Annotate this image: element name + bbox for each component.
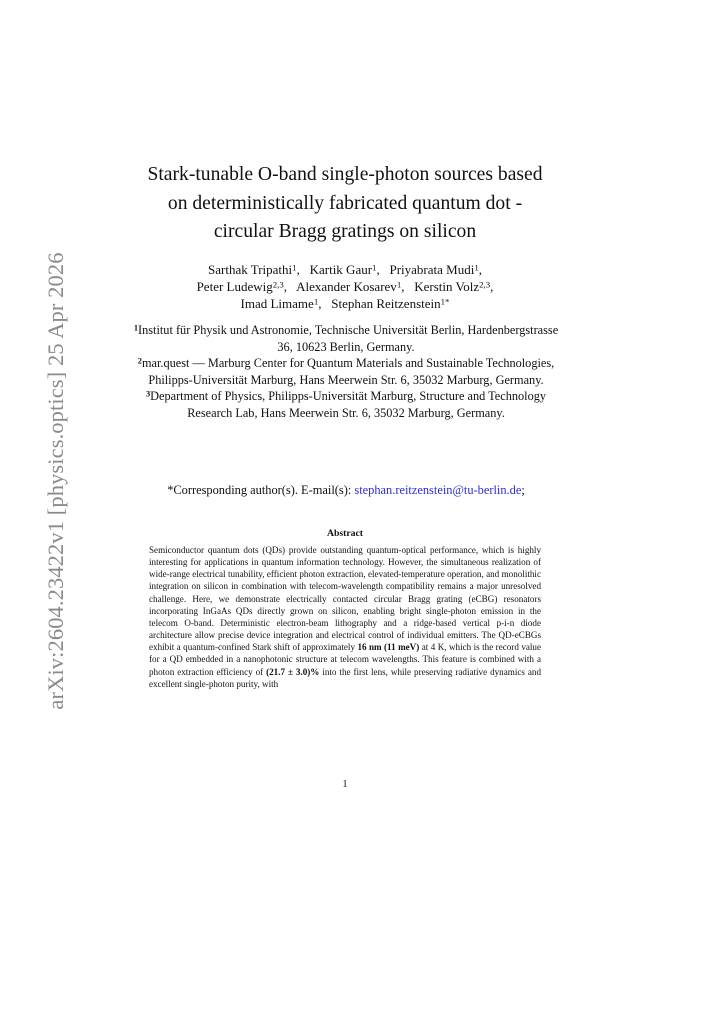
affiliation-text: Department of Physics, Philipps-Universität Marburg, Structure and Technology Research Lab, Hans Meerwein Str. 6, 35032 Marburg, Germany.: [150, 389, 547, 420]
abstract-heading: Abstract: [326, 528, 364, 539]
author-name: Kartik Gaur: [309, 262, 373, 277]
author-name: Priyabrata Mudi: [389, 262, 475, 277]
abstract-text: Semiconductor quantum dots (QDs) provide outstanding quantum-optical performance, which is highly interesting for applications in quantum information technology. However, the simultaneous realization of wide-range electrical tunability, efficient photon extraction, elevated-temperature operation, and monolithic integration on silicon in combination with telecom-wavelength compatibility remains a major unresolved challenge. Here, we demonstrate electrically contacted circular Bragg grating (eCBG) resonators incorporating InGaAs QDs directly grown on silicon, enabling bright single-photon emission in the telecom O-band. Deterministic electron-beam lithography and a ridge-based vertical p-i-n diode architecture allow precise device integration and electrical control of individual emitters. The QD-eCBGs exhibit a quantum-confined Stark shift of approximately: [149, 545, 541, 653]
arxiv-identifier-stamp: arXiv:2604.23422v1 [physics.optics] 25 Apr 2026: [43, 252, 68, 710]
abstract-text: into the first lens, while preserving radiative dynamics and excellent single-photon purity, with: [149, 666, 541, 689]
affiliation-list: [128, 322, 564, 422]
author-list: [140, 261, 550, 312]
corresponding-author: [128, 482, 564, 498]
author-affil-mark: 2,3: [272, 279, 284, 290]
paper-title: [120, 161, 570, 247]
affiliation-item: [128, 322, 564, 355]
affiliation-number: 1: [133, 323, 139, 333]
author-affil-mark: 1*: [440, 296, 450, 307]
title-line: Stark-tunable O-band single-photon sources based: [147, 164, 543, 185]
abstract-emphasis: 16 nm (11 meV): [357, 642, 420, 653]
affiliation-item: [128, 388, 564, 421]
affiliation-text: Institut für Physik und Astronomie, Technische Universität Berlin, Hardenbergstrasse 36, 10623 Berlin, Germany.: [138, 323, 559, 354]
corresponding-label: *Corresponding author(s). E-mail(s):: [167, 483, 352, 497]
email-link[interactable]: stephan.reitzenstein@tu-berlin.de: [354, 483, 522, 497]
page-number: 1: [342, 779, 348, 790]
author-affil-mark: 1: [474, 262, 479, 273]
author-name: Peter Ludewig: [196, 279, 273, 294]
abstract-emphasis: (21.7 ± 3.0)%: [266, 666, 320, 677]
author-name: Sarthak Tripathi: [208, 262, 293, 277]
title-line: circular Bragg gratings on silicon: [213, 221, 477, 242]
author-affil-mark: 1: [313, 296, 319, 307]
author-name: Alexander Kosarev: [296, 279, 397, 294]
author-name: Imad Limame: [240, 296, 314, 311]
corresponding-suffix: ;: [521, 483, 525, 497]
affiliation-number: 3: [145, 389, 151, 399]
author-affil-mark: 1: [396, 279, 402, 290]
author-affil-mark: 1: [372, 262, 377, 273]
affiliation-text: mar.quest — Marburg Center for Quantum Materials and Sustainable Technologies, Philipps-Universität Marburg, Hans Meerwein Str. 6, 35032 Marburg, Germany.: [141, 356, 555, 387]
author-name: Kerstin Volz: [414, 279, 480, 294]
affiliation-number: 2: [137, 356, 142, 366]
author-name: Stephan Reitzenstein: [331, 296, 441, 311]
author-affil-mark: 1: [292, 262, 297, 273]
author-line: Peter Ludewig$^{2,3}$, Alexander Kosarev$^1$, Kerstin Volz$^{2,3}$,: [196, 279, 494, 294]
abstract-body: [149, 544, 541, 690]
author-line: Sarthak Tripathi$^1$, Kartik Gaur$^1$, Priyabrata Mudi$^1$,: [208, 262, 482, 277]
author-affil-mark: 2,3: [479, 279, 491, 290]
author-line: Imad Limame$^1$, Stephan Reitzenstein$^{1*}$: [240, 296, 450, 311]
abstract-text: at 4 K, which is the record value for a QD embedded in a nanophotonic structure at telecom wavelengths. This feature is combined with a photon extraction efficiency of: [149, 642, 542, 677]
affiliation-item: [128, 355, 564, 388]
title-line: on deterministically fabricated quantum dot -: [167, 192, 523, 214]
